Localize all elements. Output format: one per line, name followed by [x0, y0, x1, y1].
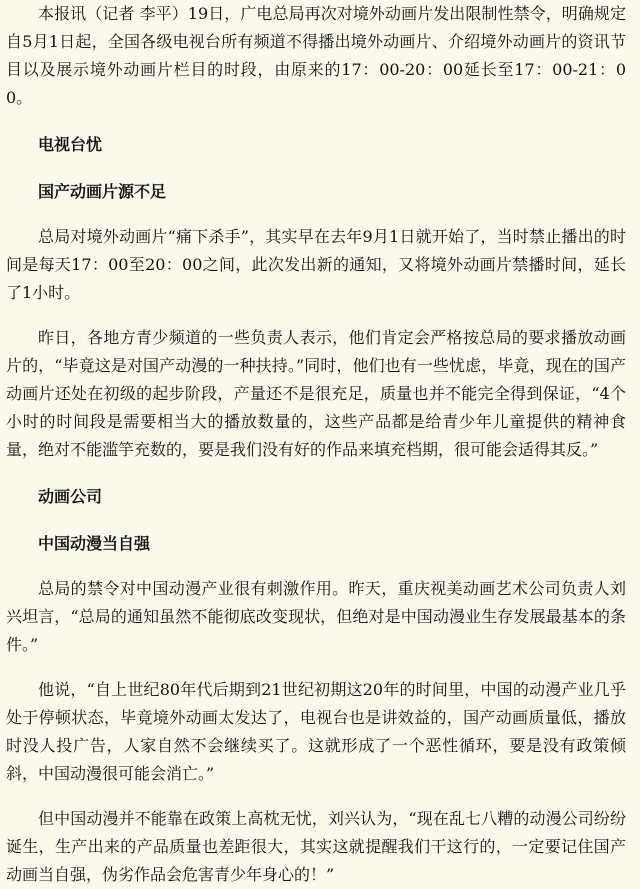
- section-heading-tv: 电视台忧: [38, 135, 103, 154]
- subheading-source-shortage: 国产动画片源不足: [38, 182, 167, 201]
- subheading-self-reliance: 中国动漫当自强: [38, 534, 151, 553]
- article-paragraph: 但中国动漫并不能靠在政策上高枕无忧，刘兴认为，“现在乱七八糟的动漫公司纷纷诞生，生产出来的产品质量也差距很大，其实这就提醒我们干这行的，一定要记住国产动画当自强，伪劣作品会危害青少年身心的！”: [6, 809, 626, 884]
- article-paragraph: 昨日，各地方青少频道的一些负责人表示，他们肯定会严格按总局的要求播放动画片的，“毕竟这是对国产动漫的一种扶持。”同时，他们也有一些忧虑，毕竟，现在的国产动画片还处在初级的起步阶段，产量还不是很充足，质量也并不能完全得到保证，“4个小时的时间段是需要相当大的播放数量的，这些产品都是给青少年儿童提供的精神食量，绝对不能滥竽充数的，要是我们没有好的作品来填充档期，很可能会适得其反。”: [6, 328, 626, 459]
- article-paragraph-lead: 本报讯（记者 李平）19日，广电总局再次对境外动画片发出限制性禁令，明确规定自5月1日起，全国各级电视台所有频道不得播出境外动画片、介绍境外动画片的资讯节目以及展示境外动画片栏目的时段，由原来的17：00-20：00延长至17：00-21：00。: [6, 4, 626, 107]
- article-paragraph: 总局的禁令对中国动漫产业很有刺激作用。昨天，重庆视美动画艺术公司负责人刘兴坦言，“总局的通知虽然不能彻底改变现状，但绝对是中国动漫业生存发展最基本的条件。”: [6, 579, 626, 654]
- section-heading-animation-company: 动画公司: [38, 487, 103, 506]
- article-paragraph: 总局对境外动画片“痛下杀手”，其实早在去年9月1日就开始了，当时禁止播出的时间是每天17：00至20：00之间，此次发出新的通知，又将境外动画片禁播时间，延长了1小时。: [6, 227, 626, 302]
- article-paragraph: 他说，“自上世纪80年代后期到21世纪初期这20年的时间里，中国的动漫产业几乎处于停顿状态，毕竟境外动画太发达了，电视台也是讲效益的，国产动画质量低，播放时没人投广告，人家自然不会继续买了。这就形成了一个恶性循环，要是没有政策倾斜，中国动漫很可能会消亡。”: [6, 680, 626, 783]
